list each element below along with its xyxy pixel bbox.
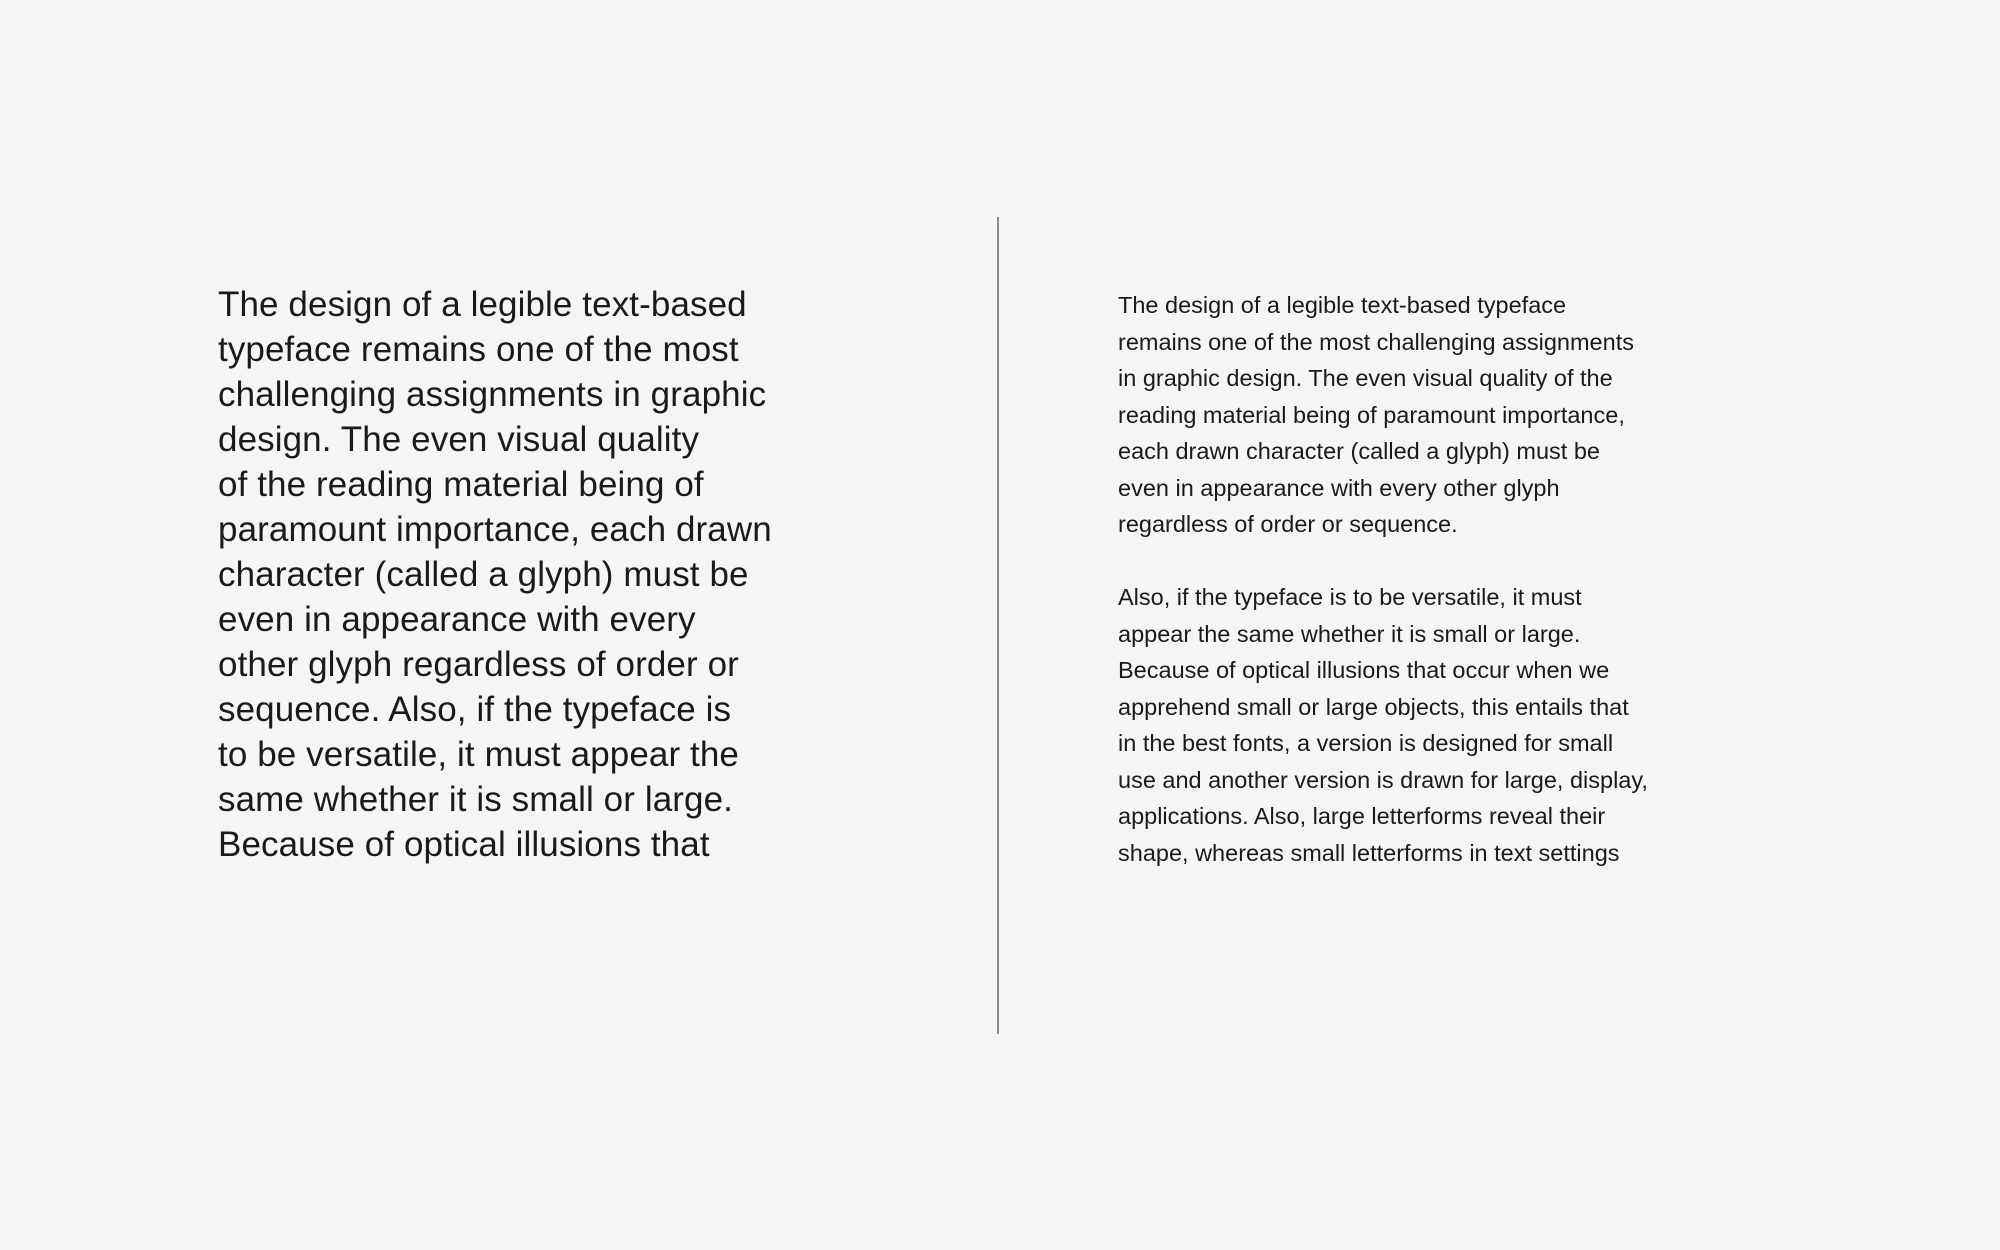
small-text-line: apprehend small or large objects, this entails that <box>1118 693 1629 720</box>
large-text-line: of the reading material being of <box>218 465 704 504</box>
large-text-line: paramount importance, each drawn <box>218 510 772 549</box>
small-text-paragraph-2 <box>1118 579 1758 871</box>
small-text-line: in the best fonts, a version is designed for small <box>1118 730 1614 756</box>
small-text-line: shape, whereas small letterforms in text settings <box>1118 839 1620 866</box>
small-text-line: Also, if the typeface is to be versatile, it must <box>1118 584 1582 610</box>
large-text-line: design. The even visual quality <box>218 420 700 459</box>
small-text-line: The design of a legible text-based typeface <box>1118 292 1567 318</box>
large-text-sample <box>218 282 858 867</box>
small-text-line: regardless of order or sequence. <box>1118 511 1458 537</box>
large-text-line: challenging assignments in graphic <box>218 375 767 414</box>
small-text-line: even in appearance with every other glyph <box>1118 474 1560 501</box>
small-text-line: reading material being of paramount importance, <box>1118 401 1625 428</box>
large-text-line: character (called a glyph) must be <box>218 555 749 594</box>
large-text-line: typeface remains one of the most <box>218 330 739 369</box>
large-text-line: same whether it is small or large. <box>218 780 733 819</box>
large-text-line: even in appearance with every <box>218 600 696 639</box>
small-text-sample <box>1118 287 1758 871</box>
column-divider <box>997 217 999 1034</box>
small-text-paragraph-1 <box>1118 287 1758 543</box>
small-text-line: in graphic design. The even visual quality of the <box>1118 365 1613 391</box>
large-text-line: other glyph regardless of order or <box>218 645 739 684</box>
small-text-line: remains one of the most challenging assignments <box>1118 328 1634 355</box>
small-text-line: applications. Also, large letterforms reveal their <box>1118 803 1606 829</box>
large-text-line: Because of optical illusions that <box>218 825 710 864</box>
large-text-line: The design of a legible text-based <box>218 285 747 324</box>
large-text-line: to be versatile, it must appear the <box>218 735 739 774</box>
large-text-line: sequence. Also, if the typeface is <box>218 690 732 729</box>
small-text-line: Because of optical illusions that occur when we <box>1118 657 1610 683</box>
small-text-line: each drawn character (called a glyph) must be <box>1118 438 1600 464</box>
small-text-line: use and another version is drawn for large, display, <box>1118 766 1648 793</box>
small-text-line: appear the same whether it is small or large. <box>1118 620 1581 647</box>
